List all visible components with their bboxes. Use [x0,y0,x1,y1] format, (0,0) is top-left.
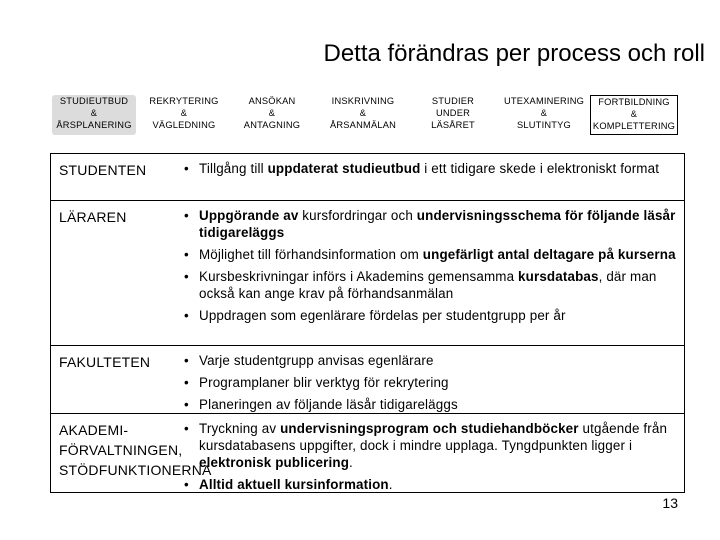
text-run: Uppdragen som egenlärare fördelas per studentgrupp per år [199,308,566,323]
bullet-item [184,307,678,324]
text-run: Kursbeskrivningar införs i Akademins gemensamma [199,269,519,284]
role-row-studenten [51,154,684,200]
role-name: STUDENTEN [59,162,147,178]
bullet-item [184,374,678,391]
bullet-item [184,476,678,493]
role-row-lararen [51,200,684,346]
role-name: FAKULTETEN [59,354,151,370]
process-step-fortbildning: FORTBILDNING & KOMPLETTERING [590,95,678,135]
text-run: Möjlighet till förhandsinformation om [199,247,423,262]
process-step-studieutbud: STUDIEUTBUD & ÅRSPLANERING [52,95,136,135]
bullet-item [184,207,678,241]
process-step-rekrytering: REKRYTERING & VÄGLEDNING [149,96,219,130]
bullet-item [184,160,678,177]
text-run: kursfordringar och [302,208,417,223]
text-run: Planeringen av följande läsår tidigareläggs [199,397,458,412]
role-row-akademiforvaltningen [51,413,684,493]
text-run: Tryckning av [199,421,281,436]
text-run: . [349,455,353,470]
bullet-item [184,420,678,471]
text-run: Varje studentgrupp anvisas egenlärare [199,353,434,368]
process-steps [0,0,720,140]
text-run: . [388,477,393,492]
text-run: , där man också kan ange krav på förhandsanmälan [199,269,657,301]
bold-text: ungefärligt antal deltagare på kurserna [422,247,676,262]
bold-text: elektronisk publicering [199,455,350,470]
bullet-item [184,352,678,369]
bullet-item [184,268,678,302]
process-step-utexaminering: UTEXAMINERING & SLUTINTYG [503,96,585,130]
text-run: i ett tidigare skede i elektroniskt format [420,161,660,176]
slide-title: Detta förändras per process och roll [323,40,705,67]
bullet-item [184,396,678,413]
text-run: utgående från kursdatabasens uppgifter, dock i mindre upplaga. Tyngdpunkten ligger i [199,421,668,453]
text-run: Tillgång till [199,161,268,176]
text-run: Programplaner blir verktyg för rekrytering [199,375,449,390]
bullet-list [184,160,678,182]
bullet-list [184,420,678,498]
role-table [50,153,685,493]
process-step-ansokan: ANSÖKAN & ANTAGNING [243,96,301,130]
bold-text: kursdatabas [518,269,599,284]
bold-text: Uppgörande av [199,208,303,223]
bold-text: undervisningsprogram och studiehandböcker [280,421,579,436]
role-name: LÄRAREN [59,209,127,225]
bold-text: Alltid aktuell kursinformation [199,477,389,492]
role-row-fakulteten [51,345,684,414]
role-name: AKADEMI-FÖRVALTNINGEN, STÖDFUNKTIONERNA [59,422,212,478]
process-step-inskrivning: INSKRIVNING & ÅRSANMÄLAN [329,96,397,130]
bullet-list [184,352,678,418]
page-number: 13 [662,495,678,511]
bold-text: uppdaterat studieutbud [267,161,421,176]
bold-text: undervisningsschema för följande läsår tidigareläggs [199,208,676,240]
bullet-list [184,207,678,329]
process-step-studier: STUDIER UNDER LÄSÅRET [431,96,475,130]
bullet-item [184,246,678,263]
